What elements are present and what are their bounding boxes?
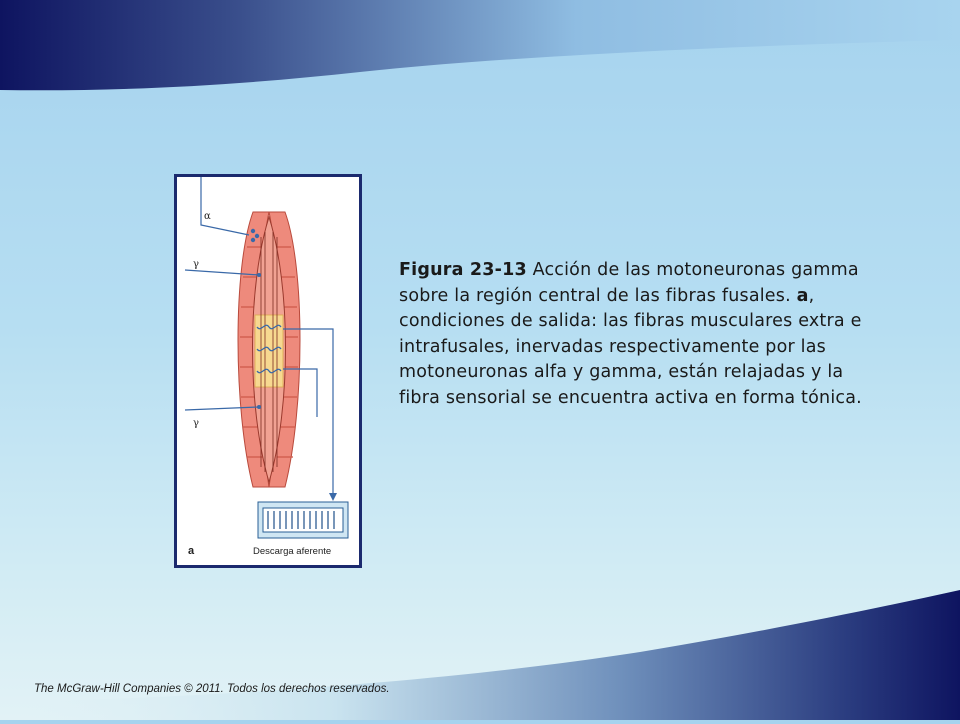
gamma-top-label: γ	[193, 259, 199, 270]
caption-text-1: Acción de las motoneuronas gamma sobre la región central de las fibras fusales.	[399, 260, 859, 306]
panel-label: a	[188, 545, 195, 557]
bottom-wave-band	[0, 590, 960, 720]
figure-reference: Figura 23-13	[399, 260, 527, 280]
afferent-discharge-label: Descarga aferente	[253, 546, 332, 557]
caption-text-2: , condiciones de salida: las fibras musculares extra e intrafusales, inervadas respectivamente por las motoneuronas alfa y gamma, están relajadas y la fibra sensorial se encuentra activa en forma tónica.	[399, 285, 862, 408]
alpha-label: α	[204, 211, 211, 222]
top-wave-band	[0, 0, 960, 95]
gamma-bottom-label: γ	[193, 418, 199, 429]
figure-caption	[399, 258, 869, 411]
muscle-spindle-figure	[174, 174, 362, 568]
panel-reference: a	[796, 285, 809, 306]
copyright-footer: The McGraw-Hill Companies © 2011. Todos los derechos reservados.	[34, 683, 390, 695]
